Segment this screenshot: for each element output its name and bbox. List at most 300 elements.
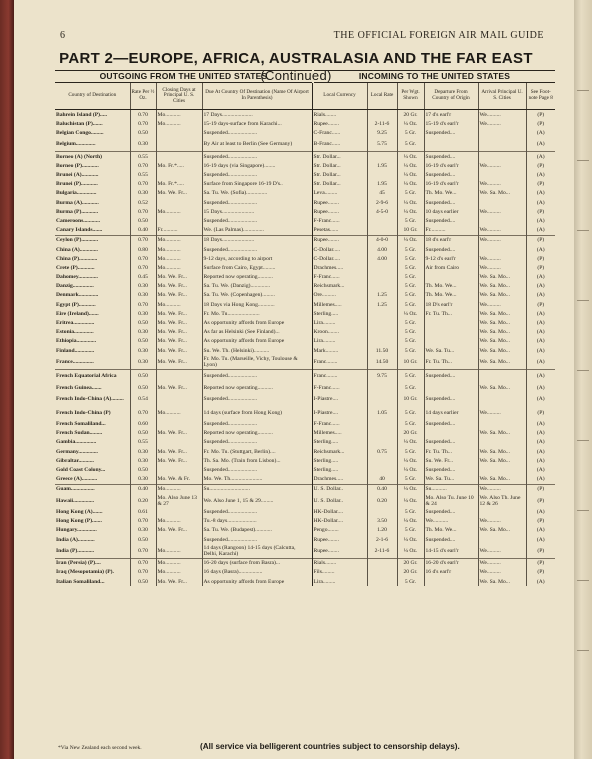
local-rate-cell bbox=[367, 263, 397, 272]
rate-cell: 0.70 bbox=[130, 263, 156, 272]
arrival-cell: We.......... bbox=[478, 254, 526, 263]
footnote-cell: (A) bbox=[526, 189, 555, 198]
currency-cell: Sterling..... bbox=[312, 309, 367, 318]
arrival-cell: We. Sa. Mo... bbox=[478, 318, 526, 327]
section-incoming: INCOMING TO THE UNITED STATES bbox=[314, 70, 555, 83]
table-row bbox=[55, 110, 555, 120]
currency-cell: Drachmes..... bbox=[312, 263, 367, 272]
departure-cell: Suspended.... bbox=[424, 419, 478, 428]
local-rate-cell: 1.25 bbox=[367, 300, 397, 309]
local-rate-cell bbox=[367, 337, 397, 346]
rate-cell: 0.54 bbox=[130, 392, 156, 406]
closing-cell: Mo........... bbox=[156, 110, 202, 120]
weight-cell: ¼ Oz. bbox=[397, 152, 424, 162]
departure-cell: Fr. Tu. Th... bbox=[424, 447, 478, 456]
footnote-cell: (P) bbox=[526, 484, 555, 494]
local-rate-cell bbox=[367, 282, 397, 291]
table-row bbox=[55, 544, 555, 558]
due-cell: Fr. Mo. Tu. (Stuttgart, Berlin).... bbox=[202, 447, 312, 456]
weight-cell: ¼ Oz. bbox=[397, 544, 424, 558]
rate-cell: 0.30 bbox=[130, 346, 156, 355]
footnote-cell: (A) bbox=[526, 273, 555, 282]
local-rate-cell bbox=[367, 152, 397, 162]
footnote-cell: (A) bbox=[526, 369, 555, 383]
country-cell: Egypt (P)............ bbox=[56, 301, 96, 308]
weight-cell: 5 Gr. bbox=[397, 383, 424, 392]
footnote-cell: (P) bbox=[526, 544, 555, 558]
table-row bbox=[55, 392, 555, 406]
due-cell: Reported now operating........... bbox=[202, 383, 312, 392]
currency-cell: Rupee........ bbox=[312, 535, 367, 544]
closing-cell: Mo........... bbox=[156, 207, 202, 216]
arrival-cell: We. Sa. Mo... bbox=[478, 273, 526, 282]
country-cell: Canary Islands....... bbox=[56, 227, 103, 234]
arrival-cell: We.......... bbox=[478, 235, 526, 245]
closing-cell: Mo. We. Fr... bbox=[156, 309, 202, 318]
table-row bbox=[55, 577, 555, 586]
local-rate-cell: 9.25 bbox=[367, 128, 397, 137]
table-row bbox=[55, 517, 555, 526]
closing-cell: Mo. We. Fr... bbox=[156, 337, 202, 346]
weight-cell: 5 Gr. bbox=[397, 291, 424, 300]
footnote-cell: (A) bbox=[526, 447, 555, 456]
footnote-cell: (A) bbox=[526, 318, 555, 327]
departure-cell bbox=[424, 328, 478, 337]
rate-cell: 0.30 bbox=[130, 526, 156, 535]
arrival-cell: We. Sa. Mo... bbox=[478, 526, 526, 535]
weight-cell: 5 Gr. bbox=[397, 328, 424, 337]
currency-cell: Sterling..... bbox=[312, 456, 367, 465]
due-cell: Su. We. Th. (Helsinki)........... bbox=[202, 346, 312, 355]
due-cell: As opportunity affords from Europe bbox=[202, 318, 312, 327]
closing-cell: Mo. Fr.*..... bbox=[156, 180, 202, 189]
weight-cell: 5 Gr. bbox=[397, 216, 424, 225]
country-cell: Belgium.............. bbox=[56, 141, 96, 148]
departure-cell: Th. Mo. We... bbox=[424, 526, 478, 535]
local-rate-cell: 4.00 bbox=[367, 245, 397, 254]
rate-cell: 0.70 bbox=[130, 161, 156, 170]
rate-cell: 0.30 bbox=[130, 328, 156, 337]
country-cell: Hawaii............... bbox=[56, 497, 95, 504]
weight-cell: 20 Gr. bbox=[397, 429, 424, 438]
rate-cell: 0.60 bbox=[130, 419, 156, 428]
due-cell: 18 Days....................... bbox=[202, 235, 312, 245]
country-cell: Hungary.............. bbox=[56, 527, 97, 534]
table-row bbox=[55, 369, 555, 383]
table-row bbox=[55, 447, 555, 456]
currency-cell: Lira......... bbox=[312, 577, 367, 586]
table-row bbox=[55, 245, 555, 254]
rate-cell: 0.70 bbox=[130, 517, 156, 526]
currency-cell: I-Piastre.... bbox=[312, 406, 367, 420]
departure-cell: Suspended.... bbox=[424, 438, 478, 447]
currency-cell: Str. Dollar... bbox=[312, 152, 367, 162]
table-row bbox=[55, 309, 555, 318]
country-cell: French Sudan......... bbox=[56, 430, 103, 437]
footnote-cell: (A) bbox=[526, 507, 555, 516]
footnote-cell: (P) bbox=[526, 110, 555, 120]
local-rate-cell: 1.95 bbox=[367, 161, 397, 170]
closing-cell: Mo........... bbox=[156, 235, 202, 245]
rate-cell: 0.50 bbox=[130, 318, 156, 327]
currency-cell: Rupee........ bbox=[312, 119, 367, 128]
closing-cell bbox=[156, 128, 202, 137]
table-row bbox=[55, 235, 555, 245]
currency-cell: Sterling..... bbox=[312, 438, 367, 447]
currency-cell: Rials........ bbox=[312, 558, 367, 568]
rate-cell: 0.30 bbox=[130, 138, 156, 152]
closing-cell: Mo. We. Fr... bbox=[156, 273, 202, 282]
arrival-cell bbox=[478, 535, 526, 544]
arrival-cell: We. Sa. Mo... bbox=[478, 475, 526, 485]
country-cell: Brunei (P)............ bbox=[56, 181, 98, 188]
departure-cell: We. Sa. Tu... bbox=[424, 346, 478, 355]
closing-cell: Mo........... bbox=[156, 544, 202, 558]
col-header-weight: Per Wgt. Shown bbox=[397, 83, 424, 110]
country-cell: Eire (Ireland)....... bbox=[56, 310, 99, 317]
weight-cell: 5 Gr. bbox=[397, 337, 424, 346]
weight-cell: 5 Gr. bbox=[397, 189, 424, 198]
currency-cell: Rials........ bbox=[312, 110, 367, 120]
arrival-cell: We. Sa. Mo... bbox=[478, 355, 526, 369]
col-header-rate: Rate Per ½ Oz. bbox=[130, 83, 156, 110]
departure-cell: Air from Cairo bbox=[424, 263, 478, 272]
currency-cell: Str. Dollar... bbox=[312, 161, 367, 170]
weight-cell: ¼ Oz. bbox=[397, 161, 424, 170]
footnote-cell: (A) bbox=[526, 392, 555, 406]
departure-cell: Fr. Tu. Th... bbox=[424, 355, 478, 369]
table-row bbox=[55, 152, 555, 162]
due-cell: We. (Las Palmas)............... bbox=[202, 226, 312, 236]
weight-cell: 5 Gr. bbox=[397, 475, 424, 485]
currency-cell: Rupee........ bbox=[312, 198, 367, 207]
closing-cell bbox=[156, 507, 202, 516]
footnote-cell: (P) bbox=[526, 235, 555, 245]
country-cell: Germany.............. bbox=[56, 448, 98, 455]
departure-cell bbox=[424, 318, 478, 327]
weight-cell: 5 Gr. bbox=[397, 273, 424, 282]
closing-cell bbox=[156, 369, 202, 383]
country-cell: Danzig............... bbox=[56, 283, 94, 290]
arrival-cell bbox=[478, 138, 526, 152]
departure-cell bbox=[424, 429, 478, 438]
currency-cell: C-Dollar..... bbox=[312, 245, 367, 254]
arrival-cell bbox=[478, 392, 526, 406]
footnote-cell: (A) bbox=[526, 198, 555, 207]
due-cell: Sa. Tu. We. (Sofia)............... bbox=[202, 189, 312, 198]
due-cell: 18 Days via Hong Kong............ bbox=[202, 300, 312, 309]
arrival-cell bbox=[478, 152, 526, 162]
country-cell: French Indo-China (A)......... bbox=[56, 396, 124, 403]
local-rate-cell bbox=[367, 438, 397, 447]
rate-cell: 0.30 bbox=[130, 282, 156, 291]
footnote-cell: (A) bbox=[526, 128, 555, 137]
due-cell: Sa. Tu. We. (Danzig).............. bbox=[202, 282, 312, 291]
rate-cell: 0.70 bbox=[130, 558, 156, 568]
local-rate-cell bbox=[367, 226, 397, 236]
rate-cell: 0.70 bbox=[130, 300, 156, 309]
currency-cell: Drachmes..... bbox=[312, 475, 367, 485]
arrival-cell: We. Sa. Mo... bbox=[478, 383, 526, 392]
currency-cell: Millemes..... bbox=[312, 300, 367, 309]
currency-cell: Str. Dollar... bbox=[312, 180, 367, 189]
arrival-cell: We.......... bbox=[478, 406, 526, 420]
due-cell: Sa. Tu. We. (Budapest)............ bbox=[202, 526, 312, 535]
weight-cell: 5 Gr. bbox=[397, 346, 424, 355]
rate-cell: 0.30 bbox=[130, 456, 156, 465]
country-cell: China (P)............. bbox=[56, 255, 98, 262]
local-rate-cell: 2-9-6 bbox=[367, 198, 397, 207]
departure-cell: We. Sa. Tu... bbox=[424, 475, 478, 485]
arrival-cell: We.......... bbox=[478, 226, 526, 236]
table-row bbox=[55, 263, 555, 272]
footnote-cell: (P) bbox=[526, 494, 555, 508]
footnote-cell: (P) bbox=[526, 161, 555, 170]
local-rate-cell bbox=[367, 383, 397, 392]
table-row bbox=[55, 475, 555, 485]
weight-cell: ¼ Oz. bbox=[397, 438, 424, 447]
country-cell: India (P)............ bbox=[56, 547, 95, 554]
table-row bbox=[55, 383, 555, 392]
rate-cell: 0.50 bbox=[130, 429, 156, 438]
weight-cell: 5 Gr. bbox=[397, 282, 424, 291]
arrival-cell: We. Sa. Mo... bbox=[478, 456, 526, 465]
country-cell: Crete (P)............ bbox=[56, 264, 95, 271]
arrival-cell: We. Sa. Mo... bbox=[478, 328, 526, 337]
country-cell: Borneo (P)............ bbox=[56, 162, 99, 169]
rate-cell: 0.30 bbox=[130, 291, 156, 300]
local-rate-cell bbox=[367, 419, 397, 428]
footnote-cell: (A) bbox=[526, 282, 555, 291]
country-cell: Borneo (A) (North) bbox=[55, 152, 130, 162]
table-row bbox=[55, 198, 555, 207]
arrival-cell bbox=[478, 369, 526, 383]
country-cell: Guam................. bbox=[55, 484, 130, 494]
weight-cell: 20 Gr. bbox=[397, 110, 424, 120]
rate-cell: 0.50 bbox=[130, 383, 156, 392]
due-cell: Suspended..................... bbox=[202, 216, 312, 225]
country-cell: Cameroons............ bbox=[56, 217, 101, 224]
departure-cell: Suspended.... bbox=[424, 245, 478, 254]
currency-cell: HK-Dollar.... bbox=[312, 517, 367, 526]
rate-cell: 0.45 bbox=[130, 273, 156, 282]
rate-cell: 0.50 bbox=[130, 369, 156, 383]
closing-cell bbox=[156, 419, 202, 428]
local-rate-cell: 5.75 bbox=[367, 138, 397, 152]
local-rate-cell: 0.20 bbox=[367, 494, 397, 508]
closing-cell: Mo. We. Fr... bbox=[156, 355, 202, 369]
weight-cell: 5 Gr. bbox=[397, 263, 424, 272]
footnote-cell: (A) bbox=[526, 475, 555, 485]
due-cell: Reported now operating........... bbox=[202, 429, 312, 438]
due-cell: 16 days (Basra)................. bbox=[202, 568, 312, 577]
local-rate-cell bbox=[367, 318, 397, 327]
title-continued: (Continued) bbox=[260, 68, 332, 83]
closing-cell: Mo........... bbox=[156, 558, 202, 568]
due-cell: Reported now operating........... bbox=[202, 273, 312, 282]
departure-cell: 18 D's earl'r bbox=[424, 300, 478, 309]
footnote-cell: (A) bbox=[526, 245, 555, 254]
closing-cell: Mo........... bbox=[156, 406, 202, 420]
weight-cell: 5 Gr. bbox=[397, 406, 424, 420]
local-rate-cell bbox=[367, 328, 397, 337]
departure-cell: 17 d's earl'r bbox=[424, 110, 478, 120]
rate-cell: 0.30 bbox=[130, 309, 156, 318]
rate-cell: 0.61 bbox=[130, 507, 156, 516]
departure-cell: Su........... bbox=[424, 484, 478, 494]
weight-cell: 5 Gr. bbox=[397, 447, 424, 456]
departure-cell: Th. Mo. We... bbox=[424, 189, 478, 198]
local-rate-cell: 2-11-6 bbox=[367, 119, 397, 128]
footnote-cell: (A) bbox=[526, 355, 555, 369]
book-binding bbox=[0, 0, 14, 759]
footnote-cell: (A) bbox=[526, 226, 555, 236]
weight-cell: ¼ Oz. bbox=[397, 456, 424, 465]
col-header-local-rate: Local Rate bbox=[367, 83, 397, 110]
table-row bbox=[55, 300, 555, 309]
currency-cell: Sterling..... bbox=[312, 465, 367, 474]
local-rate-cell: 0.75 bbox=[367, 447, 397, 456]
footnote-cell: (A) bbox=[526, 456, 555, 465]
local-rate-cell: 45 bbox=[367, 189, 397, 198]
country-cell: Ceylon (P)............ bbox=[55, 235, 130, 245]
currency-cell: B-Franc...... bbox=[312, 138, 367, 152]
country-cell: Italian Somaliland... bbox=[56, 578, 105, 585]
departure-cell: 16-19 d's earl'r bbox=[424, 161, 478, 170]
closing-cell: Mo........... bbox=[156, 254, 202, 263]
section-outgoing: OUTGOING FROM THE UNITED STATES bbox=[55, 70, 312, 83]
departure-cell: Suspended.... bbox=[424, 535, 478, 544]
rate-cell: 0.70 bbox=[130, 544, 156, 558]
due-cell: Suspended..................... bbox=[202, 170, 312, 179]
col-header-arrival: Arrival Principal U. S. Cities bbox=[478, 83, 526, 110]
weight-cell: ¼ Oz. bbox=[397, 235, 424, 245]
departure-cell: 10 days earlier bbox=[424, 207, 478, 216]
local-rate-cell: 4-5-0 bbox=[367, 207, 397, 216]
currency-cell: Str. Dollar... bbox=[312, 170, 367, 179]
footnote-cell: (P) bbox=[526, 180, 555, 189]
weight-cell: 5 Gr. bbox=[397, 507, 424, 516]
rate-cell: 0.50 bbox=[130, 337, 156, 346]
currency-cell: F-Franc...... bbox=[312, 273, 367, 282]
weight-cell: 10 Gr. bbox=[397, 226, 424, 236]
country-cell: Belgian Congo......... bbox=[56, 129, 104, 136]
country-cell: French Indo-China (P) bbox=[56, 409, 111, 416]
departure-cell: Fr. Tu. Th... bbox=[424, 309, 478, 318]
departure-cell bbox=[424, 138, 478, 152]
closing-cell: Mo........... bbox=[156, 568, 202, 577]
due-cell: 15-19 days-surface from Karachi... bbox=[202, 119, 312, 128]
currency-cell: Lira......... bbox=[312, 318, 367, 327]
closing-cell: Mo. We. Fr... bbox=[156, 577, 202, 586]
footnote-cell: (A) bbox=[526, 216, 555, 225]
rate-cell: 0.70 bbox=[130, 568, 156, 577]
local-rate-cell bbox=[367, 110, 397, 120]
closing-cell: Mo. We. Fr... bbox=[156, 282, 202, 291]
due-cell: Su............................. bbox=[202, 484, 312, 494]
currency-cell: Reichsmark... bbox=[312, 282, 367, 291]
footnote-cell: (P) bbox=[526, 207, 555, 216]
weight-cell: 5 Gr. bbox=[397, 128, 424, 137]
weight-cell: 5 Gr. bbox=[397, 138, 424, 152]
local-rate-cell: 4-0-0 bbox=[367, 235, 397, 245]
currency-cell: Mark......... bbox=[312, 346, 367, 355]
country-cell: Denmark.............. bbox=[56, 292, 99, 299]
table-row bbox=[55, 438, 555, 447]
due-cell: As far as Helsinki (See Finland)... bbox=[202, 328, 312, 337]
due-cell: Suspended..................... bbox=[202, 419, 312, 428]
local-rate-cell bbox=[367, 456, 397, 465]
country-cell: Iraq (Mesopotamia) (P). bbox=[56, 569, 114, 576]
currency-cell: Rupee........ bbox=[312, 207, 367, 216]
arrival-cell: We.......... bbox=[478, 484, 526, 494]
weight-cell: ¼ Oz. bbox=[397, 484, 424, 494]
arrival-cell: We. Also Th. June 12 & 26 bbox=[478, 494, 526, 508]
country-cell: Bulgaria.............. bbox=[56, 190, 97, 197]
rate-cell: 0.80 bbox=[130, 245, 156, 254]
currency-cell: Fils......... bbox=[312, 568, 367, 577]
arrival-cell: We. Sa. Mo... bbox=[478, 309, 526, 318]
table-header-row bbox=[55, 83, 555, 110]
table-row bbox=[55, 207, 555, 216]
departure-cell: Suspended.... bbox=[424, 198, 478, 207]
departure-cell: Suspended.... bbox=[424, 128, 478, 137]
departure-cell: Suspended.... bbox=[424, 152, 478, 162]
rate-cell: 0.70 bbox=[130, 110, 156, 120]
closing-cell: Mo. Also June 13 & 27 bbox=[156, 494, 202, 508]
arrival-cell bbox=[478, 128, 526, 137]
country-cell: India (A)............ bbox=[56, 536, 95, 543]
col-header-country: Country of Destination bbox=[55, 83, 130, 110]
currency-cell: Millemes..... bbox=[312, 429, 367, 438]
currency-cell: Franc........ bbox=[312, 355, 367, 369]
arrival-cell: We.......... bbox=[478, 300, 526, 309]
country-cell: Burma (A)............ bbox=[56, 199, 99, 206]
departure-cell: Th. Mo. We... bbox=[424, 282, 478, 291]
table-row bbox=[55, 355, 555, 369]
currency-cell: Rupee........ bbox=[312, 544, 367, 558]
rate-cell: 0.30 bbox=[130, 355, 156, 369]
local-rate-cell: 9.75 bbox=[367, 369, 397, 383]
arrival-cell: We. Sa. Mo... bbox=[478, 282, 526, 291]
weight-cell: ¼ Oz. bbox=[397, 309, 424, 318]
closing-cell bbox=[156, 535, 202, 544]
table-row bbox=[55, 456, 555, 465]
closing-cell: Mo. We. & Fr. bbox=[156, 475, 202, 485]
country-cell: Gambia............... bbox=[56, 439, 97, 446]
table-row bbox=[55, 318, 555, 327]
country-cell: French Somaliland... bbox=[56, 420, 106, 427]
country-cell: French Equatorial Africa bbox=[55, 369, 130, 383]
arrival-cell: We. Sa. Mo... bbox=[478, 291, 526, 300]
table-row bbox=[55, 568, 555, 577]
table-row bbox=[55, 180, 555, 189]
page-header bbox=[60, 30, 544, 44]
currency-cell: Kroon........ bbox=[312, 328, 367, 337]
arrival-cell: We.......... bbox=[478, 161, 526, 170]
weight-cell: 5 Gr. bbox=[397, 318, 424, 327]
closing-cell: Mo. We. Fr... bbox=[156, 346, 202, 355]
arrival-cell bbox=[478, 245, 526, 254]
weight-cell: 20 Gr. bbox=[397, 558, 424, 568]
local-rate-cell bbox=[367, 558, 397, 568]
due-cell: 14 days (Rangoon) 14-15 days (Calcutta, Delhi, Karachi) bbox=[202, 544, 312, 558]
table-row bbox=[55, 254, 555, 263]
arrival-cell bbox=[478, 198, 526, 207]
rate-cell: 0.70 bbox=[130, 406, 156, 420]
weight-cell: 5 Gr. bbox=[397, 254, 424, 263]
weight-cell: 5 Gr. bbox=[397, 577, 424, 586]
